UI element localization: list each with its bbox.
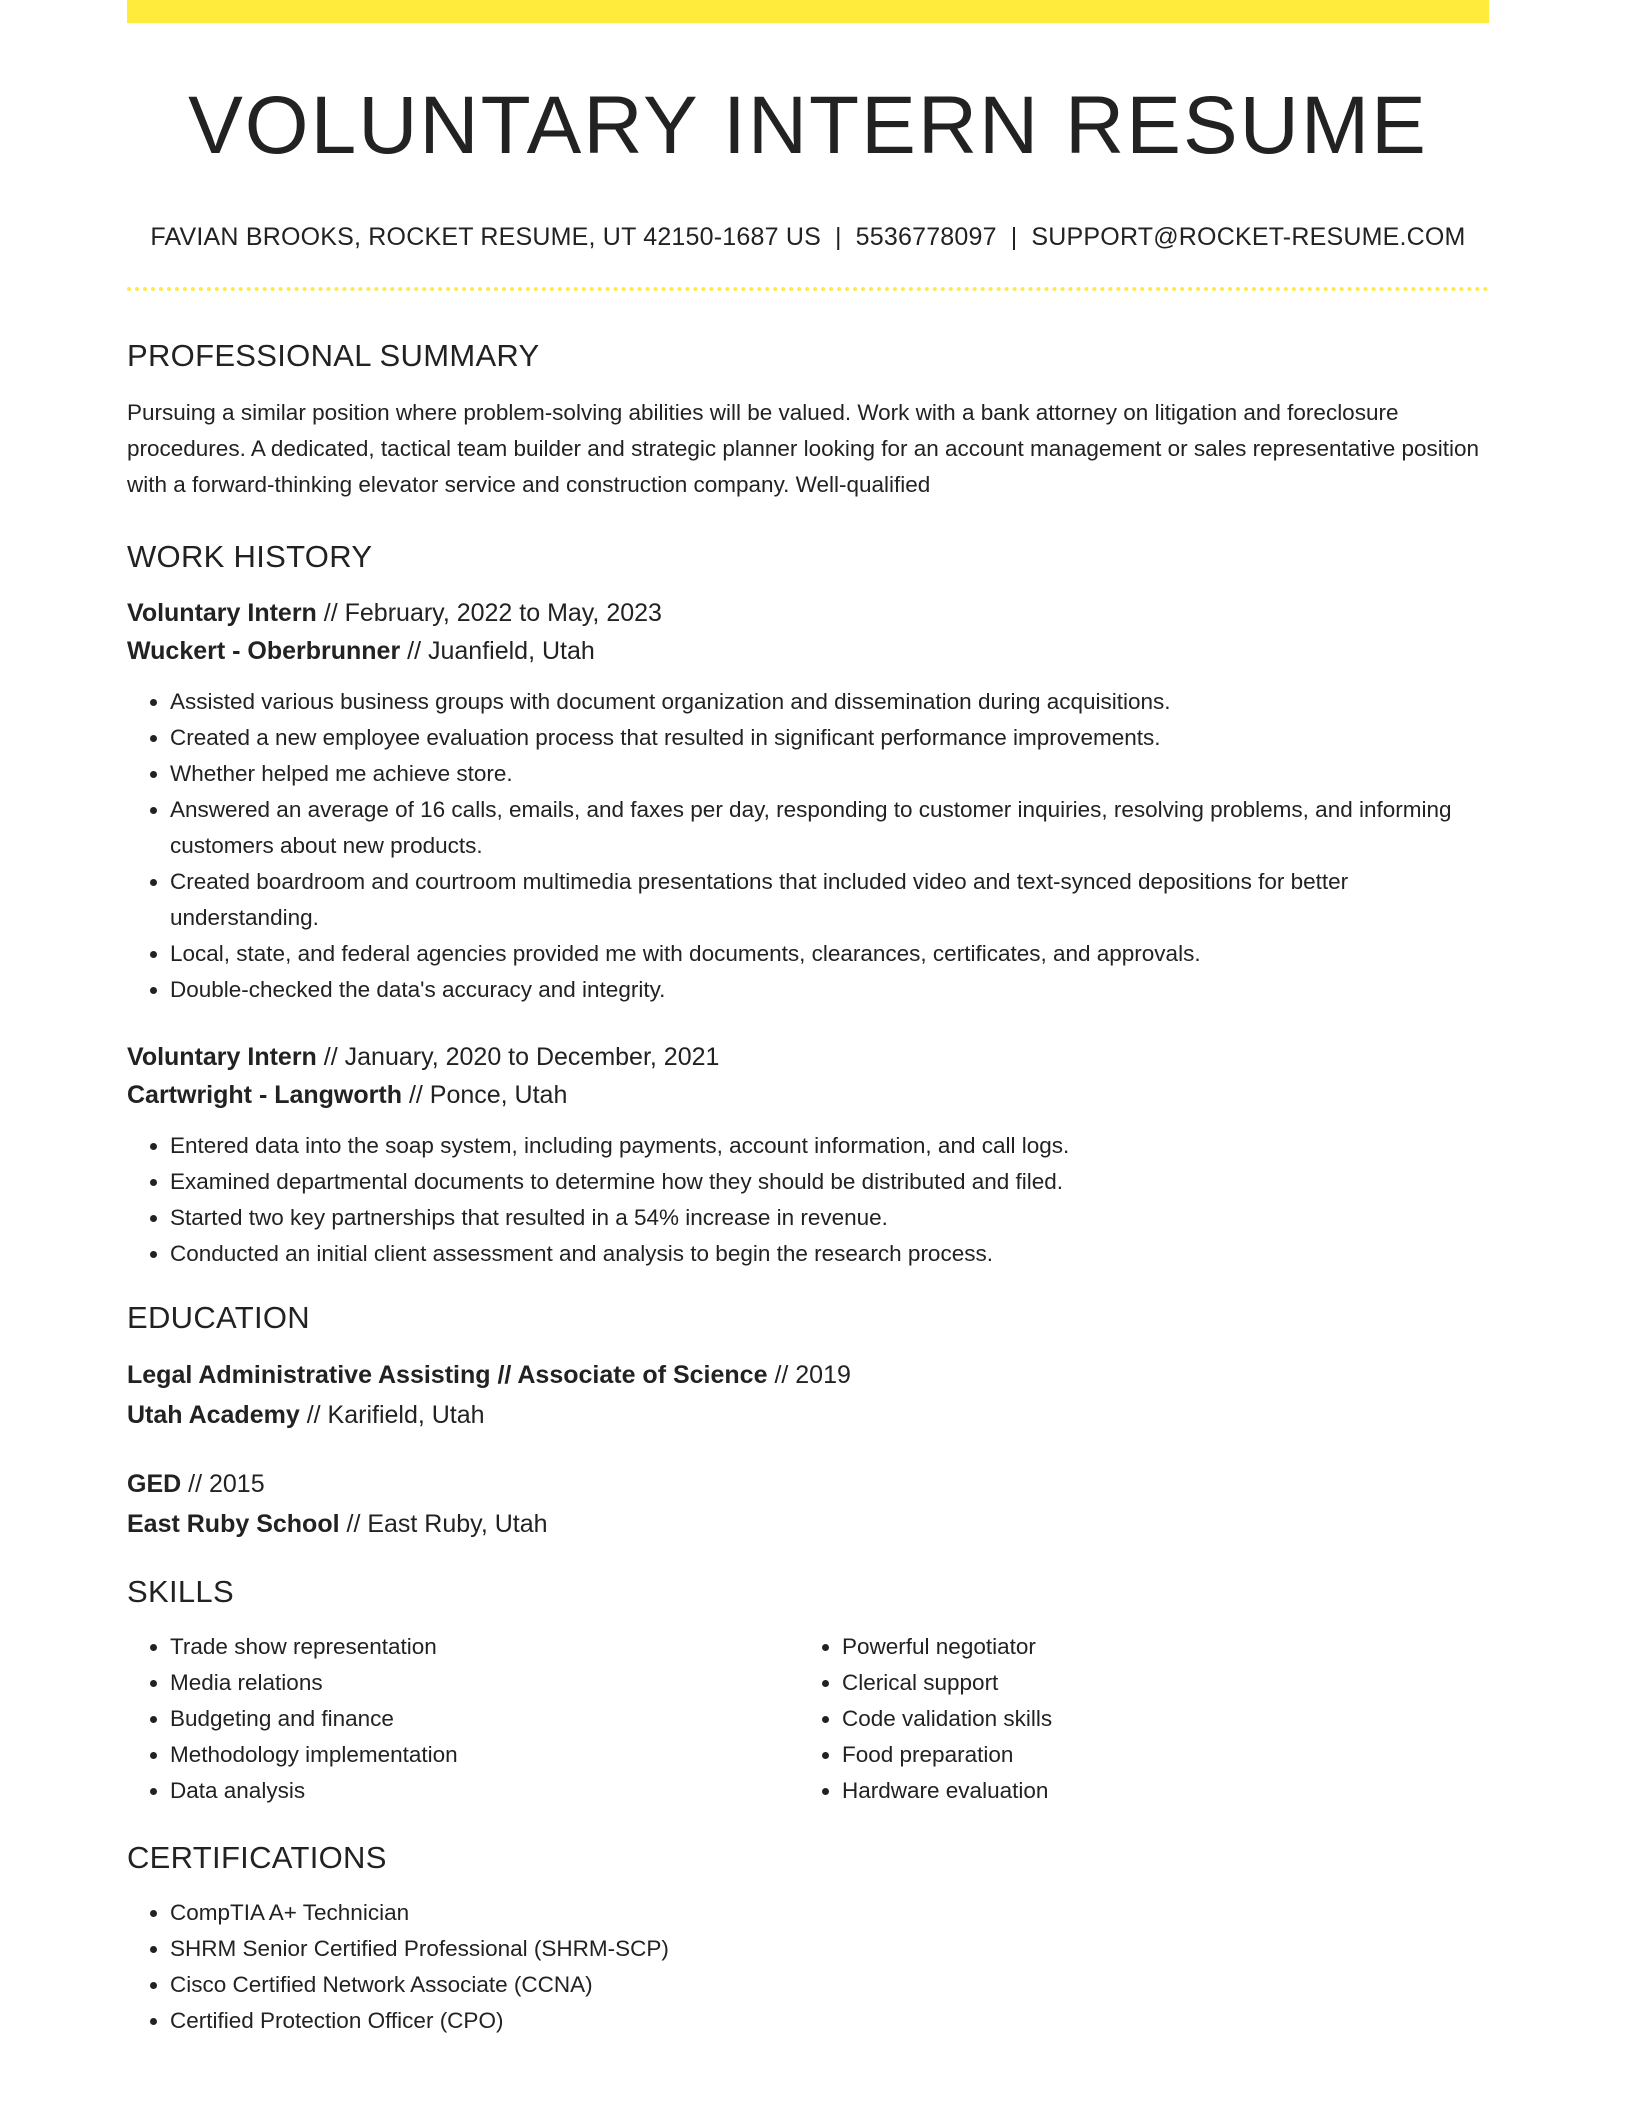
job-company: Wuckert - Oberbrunner: [127, 637, 401, 665]
job-dates: // January, 2020 to December, 2021: [323, 1043, 720, 1071]
list-item: • Trade show representation: [170, 1629, 799, 1665]
job-title: Voluntary Intern: [127, 599, 317, 627]
list-item: • Hardware evaluation: [842, 1773, 1471, 1809]
list-item: • Food preparation: [842, 1737, 1471, 1773]
list-item: • Entered data into the soap system, including payments, account information, and call logs.: [170, 1128, 1489, 1164]
job-company: Cartwright - Langworth: [127, 1081, 402, 1109]
education-year: // 2015: [188, 1470, 265, 1498]
summary-text: Pursuing a similar position where problem-solving abilities will be valued. Work with a bank attorney on litigation and foreclosure procedures. A dedicated, tactical team builder and strategic planner looking for an account management or sales representative position with a forward-thinking elevator service and construction company. Well-qualified: [127, 400, 1480, 497]
education-heading: EDUCATION: [127, 1300, 310, 1335]
job-company-line: [127, 1076, 1489, 1114]
skills-list-right: [799, 1629, 1471, 1809]
list-item: • Media relations: [170, 1665, 799, 1701]
education-school-line: [127, 1504, 1489, 1544]
job-entry: [127, 1038, 1489, 1272]
job-dates: // February, 2022 to May, 2023: [323, 599, 662, 627]
contact-line: [127, 225, 1489, 250]
list-item: • Whether helped me achieve store.: [170, 756, 1489, 792]
contact-address: FAVIAN BROOKS, ROCKET RESUME, UT 42150-1687 US: [150, 223, 821, 251]
resume-page: [127, 0, 1489, 2039]
list-item: • Created boardroom and courtroom multimedia presentations that included video and text-synced depositions for better understanding.: [170, 864, 1489, 936]
skills-columns: [127, 1629, 1489, 1809]
dotted-divider: [127, 287, 1489, 291]
contact-email: SUPPORT@ROCKET-RESUME.COM: [1031, 223, 1466, 251]
list-item: • Certified Protection Officer (CPO): [170, 2003, 1489, 2039]
list-item: • Cisco Certified Network Associate (CCNA): [170, 1967, 1489, 2003]
education-degree-line: [127, 1355, 1489, 1395]
certifications-list: [127, 1895, 1489, 2039]
education-school-line: [127, 1395, 1489, 1435]
job-title-line: [127, 1038, 1489, 1076]
list-item: • Data analysis: [170, 1773, 799, 1809]
list-item: • Powerful negotiator: [842, 1629, 1471, 1665]
list-item: • Answered an average of 16 calls, emails, and faxes per day, responding to customer inquiries, resolving problems, and informing customers about new products.: [170, 792, 1489, 864]
education-location: // East Ruby, Utah: [346, 1510, 548, 1538]
work-history-heading: WORK HISTORY: [127, 539, 373, 574]
list-item: • Assisted various business groups with document organization and dissemination during acquisitions.: [170, 684, 1489, 720]
list-item: • Budgeting and finance: [170, 1701, 799, 1737]
list-item: • SHRM Senior Certified Professional (SHRM-SCP): [170, 1931, 1489, 1967]
list-item: • CompTIA A+ Technician: [170, 1895, 1489, 1931]
list-item: • Double-checked the data's accuracy and integrity.: [170, 972, 1489, 1008]
list-item: • Examined departmental documents to determine how they should be distributed and filed.: [170, 1164, 1489, 1200]
skills-heading: SKILLS: [127, 1574, 234, 1609]
education-school: Utah Academy: [127, 1401, 300, 1429]
education-entry: [127, 1355, 1489, 1435]
list-item: • Clerical support: [842, 1665, 1471, 1701]
contact-phone: 5536778097: [855, 223, 997, 251]
education-year: // 2019: [774, 1361, 851, 1389]
job-bullets: [127, 684, 1489, 1008]
accent-top-bar: [127, 0, 1489, 23]
education-degree: Legal Administrative Assisting // Associate of Science: [127, 1361, 768, 1389]
education-school: East Ruby School: [127, 1510, 340, 1538]
education-entry: [127, 1464, 1489, 1544]
job-location: // Ponce, Utah: [408, 1081, 568, 1109]
job-company-line: [127, 632, 1489, 670]
list-item: • Conducted an initial client assessment and analysis to begin the research process.: [170, 1236, 1489, 1272]
job-title: Voluntary Intern: [127, 1043, 317, 1071]
job-bullets: [127, 1128, 1489, 1272]
education-degree: GED: [127, 1470, 182, 1498]
list-item: • Local, state, and federal agencies provided me with documents, clearances, certificates, and approvals.: [170, 936, 1489, 972]
list-item: • Code validation skills: [842, 1701, 1471, 1737]
education-location: // Karifield, Utah: [306, 1401, 485, 1429]
job-entry: [127, 594, 1489, 1008]
education-degree-line: [127, 1464, 1489, 1504]
list-item: • Started two key partnerships that resulted in a 54% increase in revenue.: [170, 1200, 1489, 1236]
certifications-heading: CERTIFICATIONS: [127, 1840, 387, 1875]
summary-heading: PROFESSIONAL SUMMARY: [127, 338, 540, 373]
page-title: VOLUNTARY INTERN RESUME: [188, 80, 1428, 171]
job-location: // Juanfield, Utah: [407, 637, 595, 665]
skills-list-left: [127, 1629, 799, 1809]
list-item: • Created a new employee evaluation process that resulted in significant performance improvements.: [170, 720, 1489, 756]
list-item: • Methodology implementation: [170, 1737, 799, 1773]
job-title-line: [127, 594, 1489, 632]
contact-separator: |: [1010, 223, 1018, 251]
contact-separator: |: [834, 223, 842, 251]
